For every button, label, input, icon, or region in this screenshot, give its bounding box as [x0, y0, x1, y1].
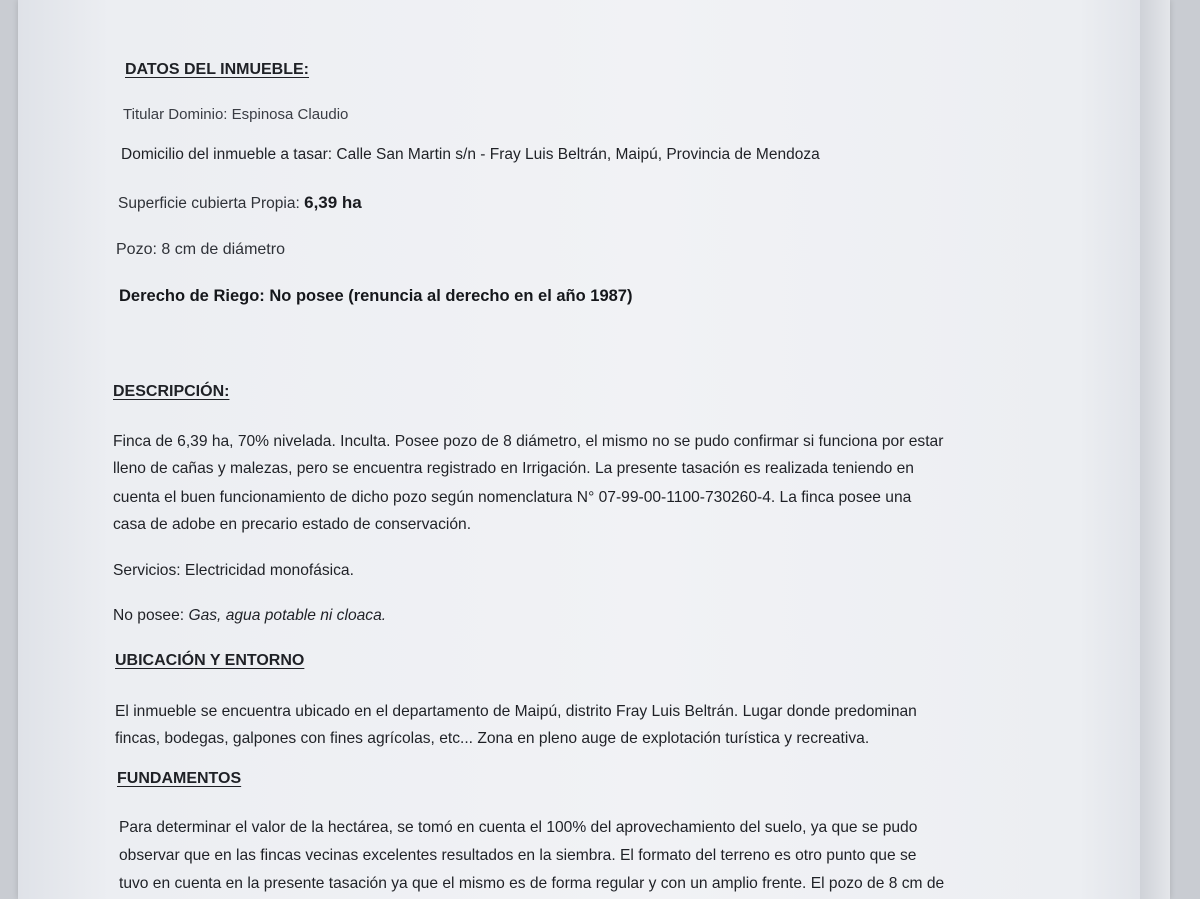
superficie-label: Superficie cubierta Propia:: [118, 195, 300, 212]
fundamentos-line: Para determinar el valor de la hectárea, se tomó en cuenta el 100% del aprovechamiento del suelo, ya que se pudo: [119, 819, 918, 836]
titular-value: Espinosa Claudio: [231, 106, 349, 123]
descripcion-line: Finca de 6,39 ha, 70% nivelada. Inculta. Posee pozo de 8 diámetro, el mismo no se pudo confirmar si funciona por estar: [113, 433, 944, 450]
no-posee-value: Gas, agua potable ni cloaca.: [188, 607, 387, 624]
ubicacion-heading: UBICACIÓN Y ENTORNO: [115, 652, 305, 669]
domicilio-label: Domicilio del inmueble a tasar:: [121, 146, 333, 163]
descripcion-line: cuenta el buen funcionamiento de dicho pozo según nomenclatura N° 07-99-00-1100-730260-4. La finca posee una: [113, 489, 912, 506]
no-posee: [113, 606, 386, 626]
document-page: [18, 0, 1170, 899]
ubicacion-line: El inmueble se encuentra ubicado en el departamento de Maipú, distrito Fray Luis Beltrán. Lugar donde predominan: [115, 703, 917, 720]
superficie: [118, 193, 362, 214]
datos-heading: DATOS DEL INMUEBLE:: [125, 61, 310, 78]
superficie-value: 6,39 ha: [304, 193, 362, 212]
no-posee-label: No posee:: [113, 607, 185, 624]
descripcion-line: casa de adobe en precario estado de conservación.: [113, 516, 472, 533]
derecho-de-riego: Derecho de Riego: No posee (renuncia al derecho en el año 1987): [119, 287, 633, 305]
titular-dominio: [123, 105, 348, 125]
ubicacion-line: fincas, bodegas, galpones con fines agrícolas, etc... Zona en pleno auge de explotación turística y recreativa.: [115, 730, 870, 747]
descripcion-line: lleno de cañas y malezas, pero se encuentra registrado en Irrigación. La presente tasación es realizada teniendo en: [113, 460, 914, 477]
page-edge: [1140, 0, 1170, 899]
fundamentos-line: tuvo en cuenta en la presente tasación ya que el mismo es de forma regular y con un amplio frente. El pozo de 8 cm de: [119, 875, 945, 892]
fundamentos-heading: FUNDAMENTOS: [117, 770, 242, 787]
servicios: Servicios: Electricidad monofásica.: [113, 562, 354, 579]
titular-label: Titular Dominio:: [123, 106, 228, 123]
fundamentos-line: observar que en las fincas vecinas excelentes resultados en la siembra. El formato del terreno es otro punto que se: [119, 847, 917, 864]
pozo: Pozo: 8 cm de diámetro: [116, 241, 285, 258]
domicilio-value: Calle San Martin s/n - Fray Luis Beltrán, Maipú, Provincia de Mendoza: [336, 146, 820, 163]
domicilio: [121, 145, 820, 165]
descripcion-heading: DESCRIPCIÓN:: [113, 383, 230, 400]
